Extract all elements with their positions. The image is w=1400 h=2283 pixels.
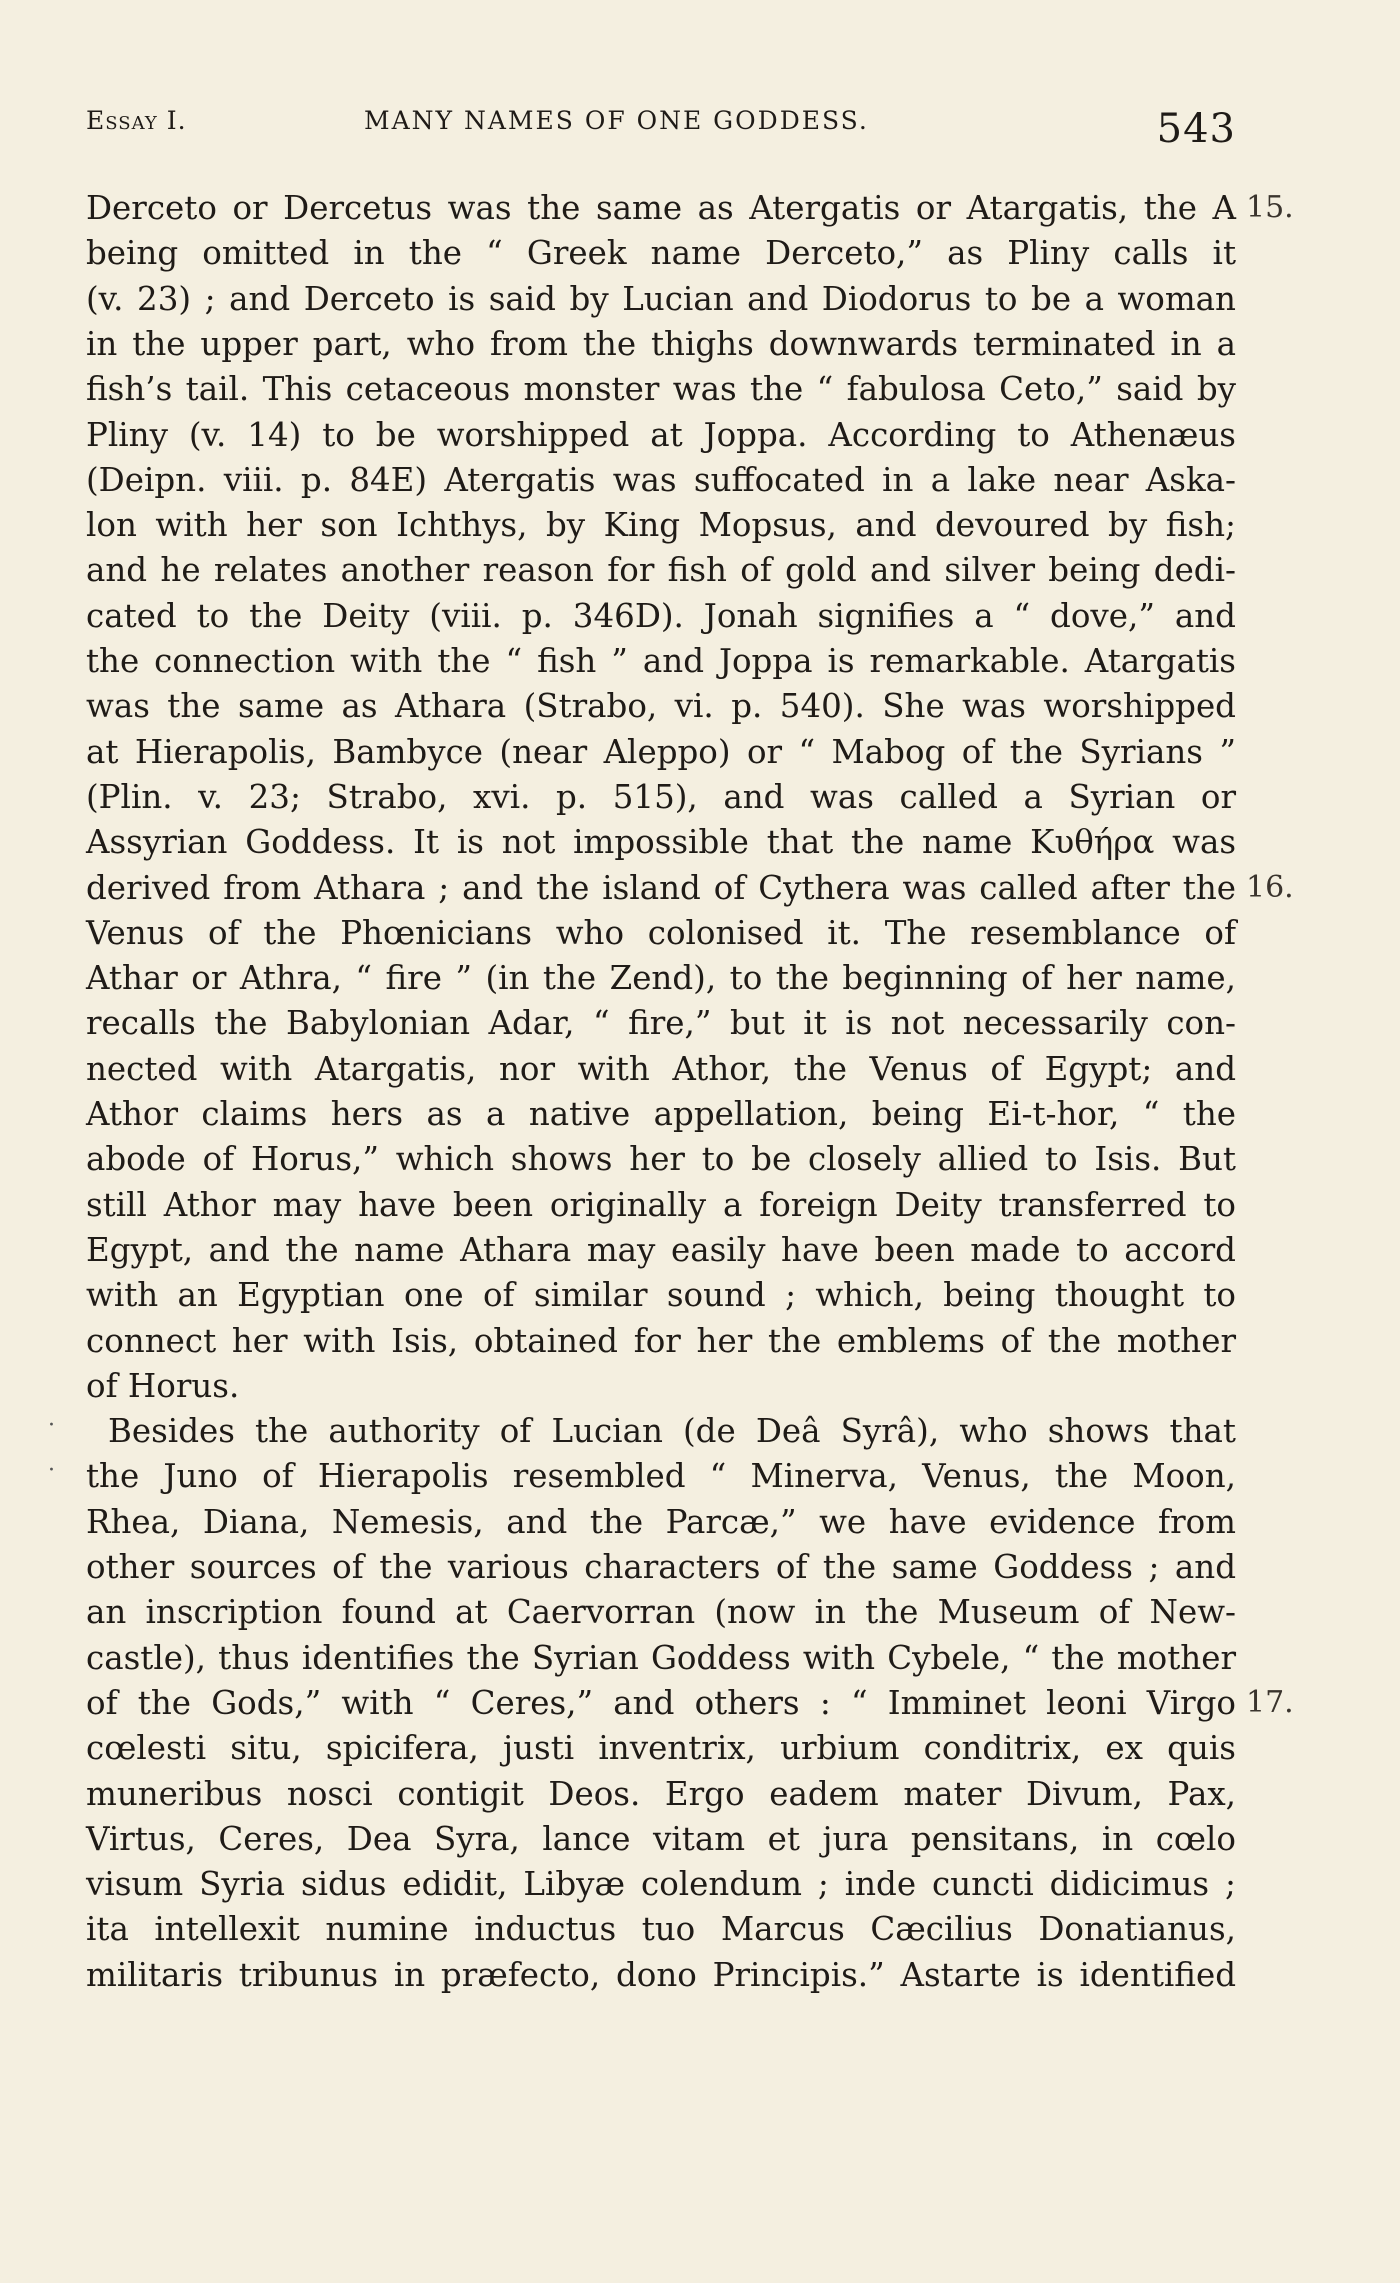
text-line: Venus of the Phœnicians who colonised it. The resemblance of <box>86 913 1236 952</box>
text-line: Virtus, Ceres, Dea Syra, lance vitam et jura pensitans, in cœlo <box>86 1819 1236 1858</box>
text-line: muneribus nosci contigit Deos. Ergo eadem mater Divum, Pax, <box>86 1774 1236 1813</box>
text-line: Athar or Athra, “ fire ” (in the Zend), to the beginning of her name, <box>86 959 1236 998</box>
text-line: visum Syria sidus edidit, Libyæ colendum ; inde cuncti didicimus ; <box>86 1865 1236 1904</box>
text-line: militaris tribunus in præfecto, dono Principis.” Astarte is identified <box>86 1955 1236 1994</box>
page-number: 543 <box>1156 106 1236 152</box>
text-line: abode of Horus,” which shows her to be closely allied to Isis. But <box>86 1140 1236 1179</box>
margin-mark: · <box>48 1413 55 1438</box>
text-line: of the Gods,” with “ Ceres,” and others : “ Imminet leoni Virgo <box>86 1683 1236 1722</box>
text-line: at Hierapolis, Bambyce (near Aleppo) or “ Mabog of the Syrians ” <box>86 732 1236 771</box>
text-line: Rhea, Diana, Nemesis, and the Parcæ,” we have evidence from <box>86 1502 1236 1541</box>
text-line: still Athor may have been originally a foreign Deity transferred to <box>86 1185 1236 1224</box>
page-title: MANY NAMES OF ONE GODDESS. <box>364 106 869 135</box>
text-line: Athor claims hers as a native appellation, being Ei-t-hor, “ the <box>86 1095 1236 1133</box>
text-line: other sources of the various characters of the same Goddess ; and <box>86 1548 1236 1586</box>
text-line: (v. 23) ; and Derceto is said by Lucian and Diodorus to be a woman <box>86 279 1236 318</box>
text-line: an inscription found at Caervorran (now in the Museum of New- <box>86 1593 1236 1632</box>
essay-label: Essay I. <box>86 106 187 135</box>
text-line: of Horus. <box>86 1366 240 1405</box>
text-line: nected with Atargatis, nor with Athor, the Venus of Egypt; and <box>86 1049 1236 1088</box>
text-line: derived from Athara ; and the island of Cythera was called after the <box>86 868 1236 907</box>
margin-note: 16. <box>1246 869 1294 905</box>
text-line: with an Egyptian one of similar sound ; which, being thought to <box>86 1276 1236 1315</box>
text-line: the connection with the “ fish ” and Joppa is remarkable. Atargatis <box>86 642 1236 680</box>
text-line: Besides the authority of Lucian (de Deâ Syrâ), who shows that <box>108 1412 1236 1451</box>
margin-note: 17. <box>1246 1684 1294 1720</box>
text-line: fish’s tail. This cetaceous monster was the “ fabulosa Ceto,” said by <box>86 370 1236 409</box>
text-line: in the upper part, who from the thighs downwards terminated in a <box>86 324 1236 363</box>
text-line: connect her with Isis, obtained for her the emblems of the mother <box>86 1321 1236 1360</box>
text-line: and he relates another reason for fish of gold and silver being dedi- <box>86 551 1236 590</box>
text-line: (Plin. v. 23; Strabo, xvi. p. 515), and was called a Syrian or <box>86 777 1236 816</box>
text-line: cated to the Deity (viii. p. 346D). Jonah signifies a “ dove,” and <box>86 596 1236 635</box>
margin-mark: · <box>48 1458 55 1483</box>
text-line: being omitted in the “ Greek name Derceto,” as Pliny calls it <box>86 234 1236 273</box>
text-line: Pliny (v. 14) to be worshipped at Joppa. According to Athenæus <box>86 415 1236 454</box>
text-line: cœlesti situ, spicifera, justi inventrix, urbium conditrix, ex quis <box>86 1729 1236 1768</box>
text-line: lon with her son Ichthys, by King Mopsus, and devoured by fish; <box>86 506 1236 545</box>
margin-note: 15. <box>1246 190 1294 225</box>
running-header <box>86 96 1236 156</box>
text-line: was the same as Athara (Strabo, vi. p. 540). She was worshipped <box>86 687 1236 726</box>
text-line: Derceto or Dercetus was the same as Atergatis or Atargatis, the A <box>86 189 1236 227</box>
text-line: Assyrian Goddess. It is not impossible that the name Κυθήρα was <box>86 823 1236 862</box>
text-line: (Deipn. viii. p. 84E) Atergatis was suffocated in a lake near Aska- <box>86 460 1236 499</box>
text-line: recalls the Babylonian Adar, “ fire,” but it is not necessarily con- <box>86 1004 1236 1043</box>
text-line: ita intellexit numine inductus tuo Marcus Cæcilius Donatianus, <box>86 1910 1236 1949</box>
text-line: the Juno of Hierapolis resembled “ Minerva, Venus, the Moon, <box>86 1457 1236 1496</box>
text-line: castle), thus identifies the Syrian Goddess with Cybele, “ the mother <box>86 1638 1236 1677</box>
text-line: Egypt, and the name Athara may easily have been made to accord <box>86 1230 1236 1269</box>
